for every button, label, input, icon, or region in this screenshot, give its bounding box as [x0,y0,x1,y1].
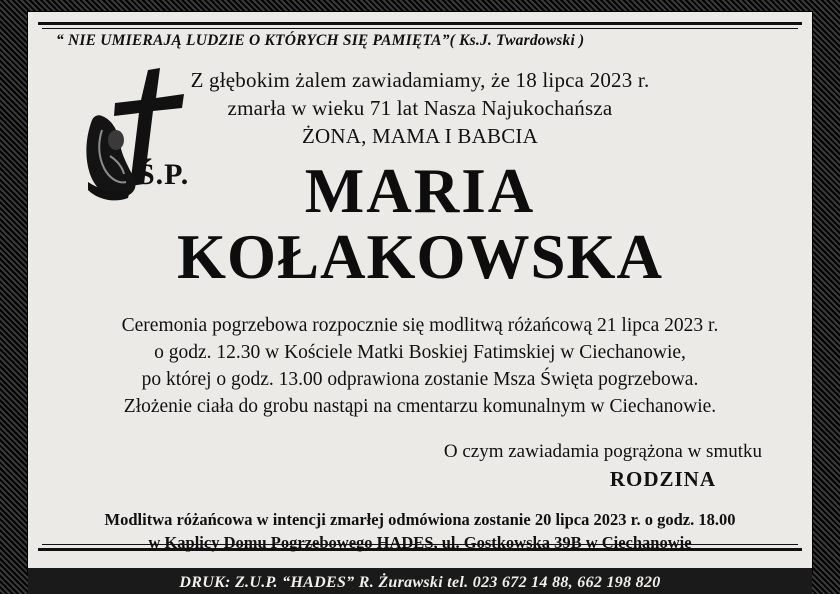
top-rule-inner [42,28,798,29]
ceremony-line-2: o godz. 12.30 w Kościele Matki Boskiej Fatimskiej w Ciechanowie, [154,342,686,364]
intro-line-2: zmarła w wieku 71 lat Nasza Najukochańsza [227,96,613,121]
family-notice-line: O czym zawiadamia pogrążona w smutku [443,441,762,463]
ceremony-details [42,313,798,421]
ceremony-line-3: po której o godz. 13.00 odprawiona zostanie Msza Święta pogrzebowa. [141,369,699,391]
deceased-last-name: KOŁAKOWSKA [176,222,664,293]
cross-with-mourner-icon [64,64,214,224]
deceased-first-name: MARIA [304,156,536,227]
rosary-line-2: w Kaplicy Domu Pogrzebowego HADES, ul. Gostkowska 39B w Ciechanowie [148,533,692,553]
sp-abbreviation: Ś.P. [138,158,190,191]
top-rule-outer [38,22,802,25]
rosary-line-1: Modlitwa różańcowa w intencji zmarłej odmówiona zostanie 20 lipca 2023 r. o godz. 18.00 [104,510,736,530]
ceremony-line-4: Złożenie ciała do grobu nastąpi na cmentarzu komunalnym w Ciechanowie. [123,396,717,418]
notice-sheet [28,12,812,572]
family-signature [42,441,798,492]
notice-content [42,32,798,553]
family-word: RODZINA [609,467,716,492]
rosary-details [42,508,798,555]
intro-line-1: Z głębokim żalem zawiadamiamy, że 18 lipca 2023 r. [190,68,650,92]
epitaph-quote: “ NIE UMIERAJĄ LUDZIE O KTÓRYCH SIĘ PAMIĘTA”( Ks.J. Twardowski ) [56,32,585,49]
intro-line-3: ŻONA, MAMA I BABCIA [302,124,538,149]
printer-credit: DRUK: Z.U.P. “HADES” R. Żurawski tel. 023 672 14 88, 662 198 820 [179,574,661,591]
ceremony-line-1: Ceremonia pogrzebowa rozpocznie się modlitwą różańcową 21 lipca 2023 r. [121,315,719,337]
